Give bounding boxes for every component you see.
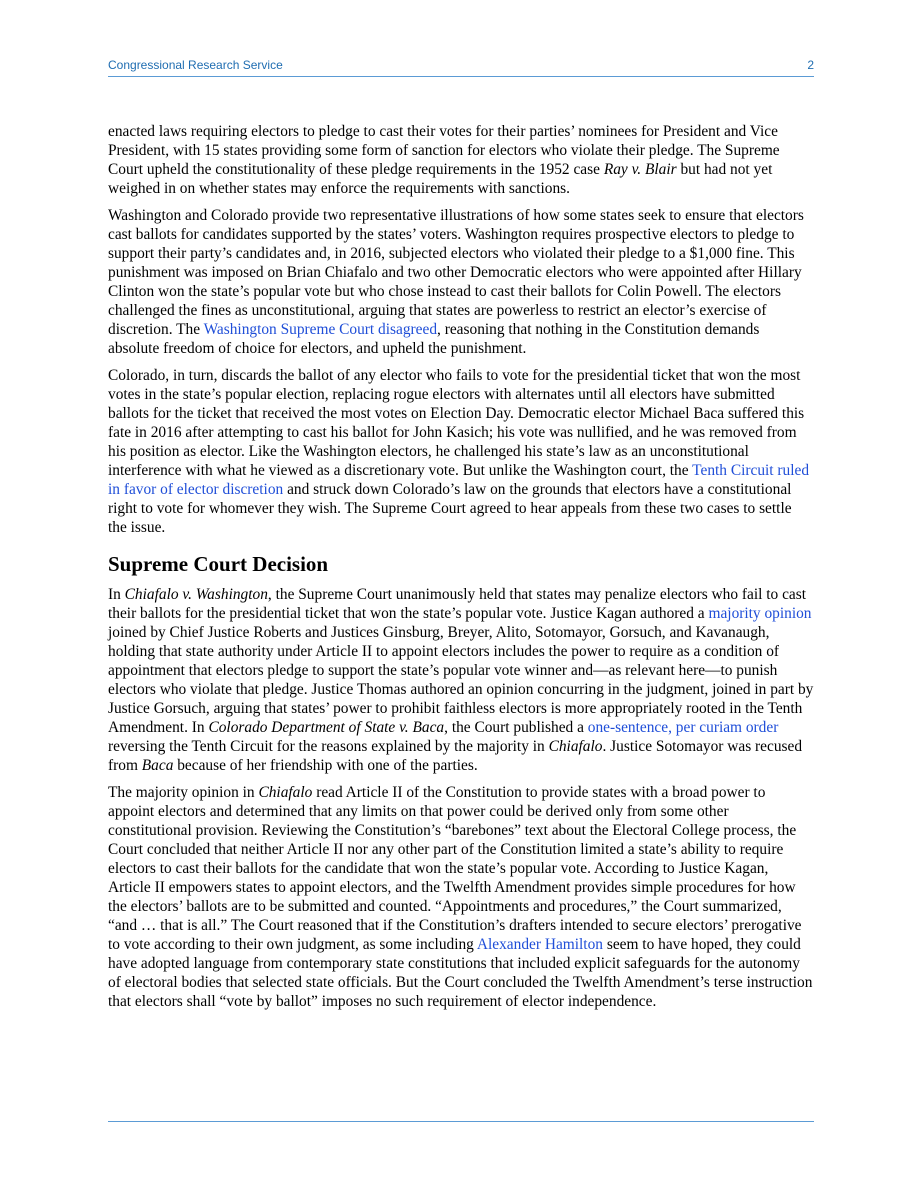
document-body [108,122,814,1019]
case-name: Chiafalo v. Washington [124,586,268,603]
link-alexander-hamilton[interactable]: Alexander Hamilton [476,936,603,953]
case-name: Ray v. Blair [603,161,677,178]
link-majority-opinion[interactable]: majority opinion [708,605,812,622]
header-page-number: 2 [807,58,814,72]
text: enacted laws requiring electors to pledge to cast their votes for their parties’ nominees for President and Vice President, with 15 states providing some form of sanction for electors who violate their pledge. The Supreme Court upheld the constitutionality of these pledge requirements in the 1952 case [108,123,780,178]
case-name: Baca [141,757,174,774]
case-name: Chiafalo [258,784,313,801]
text: Washington and Colorado provide two representative illustrations of how some states seek to ensure that electors cast ballots for candidates supported by the states’ voters. Washington requires prospective electors to pledge to support their party’s candidates and, in 2016, subjected electors who violated their pledge to a $1,000 fine. This punishment was imposed on Brian Chiafalo and two other Democratic electors who were appointed after Hillary Clinton won the state’s popular vote but who chose instead to cast their ballots for Colin Powell. The electors challenged the fines as unconstitutional, arguing that states are powerless to restrict an elector’s exercise of discretion. The [108,207,804,338]
paragraph-2 [108,206,814,358]
paragraph-5 [108,783,814,1011]
text: , reasoning that nothing in the Constitution demands absolute freedom of choice for electors, and upheld the punishment. [108,321,760,357]
text: Colorado, in turn, discards the ballot of any elector who fails to vote for the presidential ticket that won the most votes in the state’s popular election, replacing rogue electors with alternates until all electors have submitted ballots for the ticket that received the most votes on Election Day. Democratic elector Michael Baca suffered this fate in 2016 after attempting to cast his ballot for John Kasich; his vote was nullified, and he was removed from his position as elector. Like the Washington electors, he challenged his state’s law as an unconstitutional interference with what he viewed as a discretionary vote. But unlike the Washington court, the [108,367,805,479]
link-tenth-circuit[interactable]: Tenth Circuit ruled in favor of elector discretion [108,462,810,498]
case-name: Chiafalo [548,738,603,755]
text: joined by Chief Justice Roberts and Justices Ginsburg, Breyer, Alito, Sotomayor, Gorsuch, and Kavanaugh, holding that state authority under Article II to appoint electors includes the power to require as a condition of appointment that electors pledge to support the state’s popular vote winner and—as relevant here—to punish electors who violate that pledge. Justice Thomas authored an opinion concurring in the judgment, joined in part by Justice Gorsuch, arguing that states’ power to prohibit faithless electors is more appropriately rooted in the Tenth Amendment. In [108,624,814,736]
text: and struck down Colorado’s law on the grounds that electors have a constitutional right to vote for whomever they wish. The Supreme Court agreed to hear appeals from these two cases to settle the issue. [108,481,792,536]
paragraph-1 [108,122,814,198]
paragraph-4 [108,585,814,775]
link-per-curiam-order[interactable]: one-sentence, per curiam order [587,719,779,736]
text: , the Court published a [444,719,588,736]
text: read Article II of the Constitution to provide states with a broad power to appoint electors and determined that any limits on that power could be derived only from some other constitutional provision. Reviewing the Constitution’s “barebones” text about the Electoral College process, the Court concluded that neither Article II nor any other part of the Constitution limited a state’s ability to require electors to cast their ballots for the candidate that won the state’s popular vote. According to Justice Kagan, Article II empowers states to appoint electors, and the Twelfth Amendment provides simple procedures for how the electors’ ballots are to be submitted and counted. “Appointments and procedures,” the Court summarized, “and … that is all.” The Court reasoned that if the Constitution’s drafters intended to secure electors’ prerogative to vote according to their own judgment, as some including [108,784,802,953]
paragraph-3 [108,366,814,537]
text: . Justice Sotomayor was recused from [108,738,803,774]
text: , the Supreme Court unanimously held that states may penalize electors who fail to cast their ballots for the presidential ticket that won the state’s popular vote. Justice Kagan authored a [108,586,807,622]
header-org-name: Congressional Research Service [108,58,283,72]
header-rule [108,76,814,77]
link-washington-supreme-court[interactable]: Washington Supreme Court disagreed [203,321,438,338]
section-heading: Supreme Court Decision [108,552,329,576]
footer-rule [108,1121,814,1122]
text: In [108,586,125,603]
text: because of her friendship with one of the parties. [173,757,478,774]
text: but had not yet weighed in on whether states may enforce the requirements with sanctions. [108,161,773,197]
text: reversing the Tenth Circuit for the reasons explained by the majority in [108,738,549,755]
case-name: Colorado Department of State v. Baca [208,719,445,736]
text: seem to have hoped, they could have adopted language from contemporary state constitutions that included explicit safeguards for the autonomy of electoral bodies that selected state officials. But the Court concluded the Twelfth Amendment’s terse instruction that electors shall “vote by ballot” imposes no such requirement of elector independence. [108,936,813,1010]
text: The majority opinion in [108,784,259,801]
